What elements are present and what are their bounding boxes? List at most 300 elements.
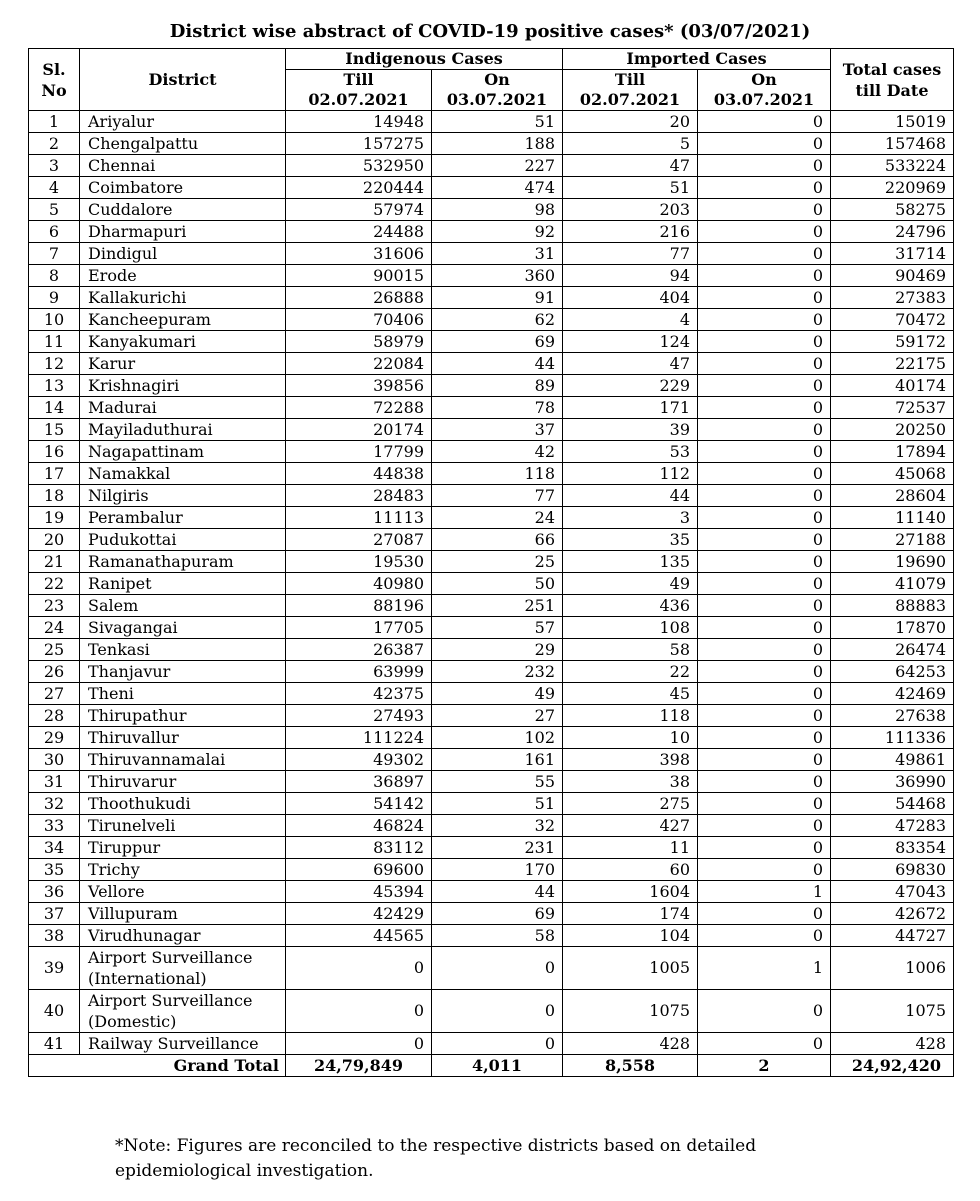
- table-row: [29, 705, 954, 727]
- row-sl: 21: [29, 551, 80, 573]
- row-indigenous-till: 70406: [286, 309, 432, 331]
- table-row: [29, 683, 954, 705]
- row-imported-on: 0: [698, 990, 831, 1033]
- row-indigenous-till: 26888: [286, 287, 432, 309]
- table-row: [29, 507, 954, 529]
- row-district: Chennai: [80, 155, 286, 177]
- row-indigenous-till: 11113: [286, 507, 432, 529]
- row-imported-till: 35: [563, 529, 698, 551]
- row-total: 72537: [831, 397, 954, 419]
- row-indigenous-on: 37: [432, 419, 563, 441]
- row-imported-on: 0: [698, 397, 831, 419]
- table-row: [29, 177, 954, 199]
- table-row: [29, 551, 954, 573]
- row-imported-till: 22: [563, 661, 698, 683]
- row-indigenous-till: 220444: [286, 177, 432, 199]
- row-indigenous-on: 32: [432, 815, 563, 837]
- row-imported-on: 1: [698, 881, 831, 903]
- row-sl: 26: [29, 661, 80, 683]
- row-indigenous-on: 50: [432, 573, 563, 595]
- header-ind-till-date: 02.07.2021: [286, 90, 432, 111]
- row-district: Sivagangai: [80, 617, 286, 639]
- row-district: Chengalpattu: [80, 133, 286, 155]
- row-imported-on: 0: [698, 925, 831, 947]
- row-imported-on: 0: [698, 815, 831, 837]
- table-row: [29, 793, 954, 815]
- row-total: 17870: [831, 617, 954, 639]
- row-imported-on: 0: [698, 463, 831, 485]
- row-indigenous-on: 55: [432, 771, 563, 793]
- row-indigenous-on: 92: [432, 221, 563, 243]
- row-sl: 36: [29, 881, 80, 903]
- row-indigenous-till: 58979: [286, 331, 432, 353]
- row-total: 44727: [831, 925, 954, 947]
- row-indigenous-on: 44: [432, 881, 563, 903]
- row-total: 20250: [831, 419, 954, 441]
- row-district: Coimbatore: [80, 177, 286, 199]
- grand-total-ind-till: 24,79,849: [286, 1055, 432, 1077]
- row-district: Thanjavur: [80, 661, 286, 683]
- row-total: 42672: [831, 903, 954, 925]
- row-sl: 4: [29, 177, 80, 199]
- row-indigenous-till: 90015: [286, 265, 432, 287]
- row-imported-till: 53: [563, 441, 698, 463]
- row-indigenous-till: 36897: [286, 771, 432, 793]
- row-indigenous-on: 360: [432, 265, 563, 287]
- row-district: Thiruvarur: [80, 771, 286, 793]
- row-sl: 25: [29, 639, 80, 661]
- row-imported-on: 0: [698, 595, 831, 617]
- row-sl: 17: [29, 463, 80, 485]
- row-indigenous-till: 39856: [286, 375, 432, 397]
- row-total: 88883: [831, 595, 954, 617]
- row-sl: 34: [29, 837, 80, 859]
- row-sl: 27: [29, 683, 80, 705]
- row-sl: 40: [29, 990, 80, 1033]
- table-row: [29, 573, 954, 595]
- row-district: Kallakurichi: [80, 287, 286, 309]
- row-district: Cuddalore: [80, 199, 286, 221]
- row-sl: 14: [29, 397, 80, 419]
- header-imp-till: Till: [563, 70, 698, 91]
- row-total: 428: [831, 1033, 954, 1055]
- row-indigenous-on: 474: [432, 177, 563, 199]
- row-indigenous-till: 44565: [286, 925, 432, 947]
- row-imported-till: 104: [563, 925, 698, 947]
- row-district: Perambalur: [80, 507, 286, 529]
- row-imported-on: 0: [698, 375, 831, 397]
- row-sl: 19: [29, 507, 80, 529]
- header-ind-on: On: [432, 70, 563, 91]
- row-district: Salem: [80, 595, 286, 617]
- row-indigenous-on: 24: [432, 507, 563, 529]
- row-total: 220969: [831, 177, 954, 199]
- table-row: [29, 815, 954, 837]
- row-sl: 9: [29, 287, 80, 309]
- table-row: [29, 397, 954, 419]
- row-indigenous-on: 231: [432, 837, 563, 859]
- row-total: 42469: [831, 683, 954, 705]
- row-indigenous-till: 42375: [286, 683, 432, 705]
- row-indigenous-till: 88196: [286, 595, 432, 617]
- table-row: [29, 990, 954, 1033]
- row-imported-on: 0: [698, 793, 831, 815]
- table-row: [29, 903, 954, 925]
- row-imported-till: 49: [563, 573, 698, 595]
- table-row: [29, 221, 954, 243]
- row-total: 70472: [831, 309, 954, 331]
- row-indigenous-till: 40980: [286, 573, 432, 595]
- row-indigenous-on: 170: [432, 859, 563, 881]
- row-district: Theni: [80, 683, 286, 705]
- row-district: Nagapattinam: [80, 441, 286, 463]
- table-row: [29, 287, 954, 309]
- row-indigenous-on: 78: [432, 397, 563, 419]
- row-imported-on: 0: [698, 639, 831, 661]
- row-total: 45068: [831, 463, 954, 485]
- row-total: 31714: [831, 243, 954, 265]
- row-indigenous-on: 89: [432, 375, 563, 397]
- row-sl: 10: [29, 309, 80, 331]
- row-district: Thoothukudi: [80, 793, 286, 815]
- row-district: Erode: [80, 265, 286, 287]
- row-sl: 29: [29, 727, 80, 749]
- row-indigenous-on: 77: [432, 485, 563, 507]
- row-total: 54468: [831, 793, 954, 815]
- row-imported-till: 1604: [563, 881, 698, 903]
- row-district: Kancheepuram: [80, 309, 286, 331]
- row-total: 41079: [831, 573, 954, 595]
- header-imp-till-date: 02.07.2021: [563, 90, 698, 111]
- row-imported-till: 275: [563, 793, 698, 815]
- row-indigenous-till: 24488: [286, 221, 432, 243]
- grand-total-ind-on: 4,011: [432, 1055, 563, 1077]
- row-total: 64253: [831, 661, 954, 683]
- row-imported-on: 0: [698, 111, 831, 133]
- row-imported-till: 171: [563, 397, 698, 419]
- row-sl: 23: [29, 595, 80, 617]
- row-sl: 15: [29, 419, 80, 441]
- row-indigenous-on: 29: [432, 639, 563, 661]
- row-imported-on: 0: [698, 617, 831, 639]
- grand-total-imp-till: 8,558: [563, 1055, 698, 1077]
- row-indigenous-till: 63999: [286, 661, 432, 683]
- row-imported-till: 216: [563, 221, 698, 243]
- table-row: [29, 925, 954, 947]
- row-imported-on: 0: [698, 485, 831, 507]
- row-imported-till: 5: [563, 133, 698, 155]
- row-indigenous-till: 45394: [286, 881, 432, 903]
- row-district: Ariyalur: [80, 111, 286, 133]
- table-row: [29, 111, 954, 133]
- row-indigenous-on: 118: [432, 463, 563, 485]
- row-imported-till: 135: [563, 551, 698, 573]
- header-ind-till: Till: [286, 70, 432, 91]
- row-indigenous-till: 0: [286, 990, 432, 1033]
- table-row: [29, 309, 954, 331]
- cases-table: [28, 48, 954, 1077]
- row-indigenous-on: 27: [432, 705, 563, 727]
- grand-total-row: [29, 1055, 954, 1077]
- row-total: 111336: [831, 727, 954, 749]
- row-indigenous-on: 66: [432, 529, 563, 551]
- row-indigenous-till: 42429: [286, 903, 432, 925]
- row-imported-till: 38: [563, 771, 698, 793]
- row-district: Kanyakumari: [80, 331, 286, 353]
- row-imported-on: 0: [698, 353, 831, 375]
- row-imported-till: 39: [563, 419, 698, 441]
- table-row: [29, 881, 954, 903]
- row-total: 15019: [831, 111, 954, 133]
- table-row: [29, 771, 954, 793]
- row-district: Pudukottai: [80, 529, 286, 551]
- table-row: [29, 947, 954, 990]
- row-sl: 20: [29, 529, 80, 551]
- row-imported-on: 0: [698, 705, 831, 727]
- row-district: Thiruvannamalai: [80, 749, 286, 771]
- row-imported-till: 58: [563, 639, 698, 661]
- row-total: 533224: [831, 155, 954, 177]
- row-imported-till: 229: [563, 375, 698, 397]
- row-indigenous-on: 51: [432, 793, 563, 815]
- row-district: Krishnagiri: [80, 375, 286, 397]
- table-row: [29, 749, 954, 771]
- row-district: Ramanathapuram: [80, 551, 286, 573]
- row-indigenous-on: 57: [432, 617, 563, 639]
- row-imported-till: 45: [563, 683, 698, 705]
- row-total: 69830: [831, 859, 954, 881]
- row-imported-till: 428: [563, 1033, 698, 1055]
- row-imported-on: 0: [698, 309, 831, 331]
- row-indigenous-on: 0: [432, 1033, 563, 1055]
- table-row: [29, 419, 954, 441]
- row-indigenous-on: 42: [432, 441, 563, 463]
- row-imported-on: 0: [698, 661, 831, 683]
- row-imported-on: 0: [698, 529, 831, 551]
- row-indigenous-on: 58: [432, 925, 563, 947]
- row-sl: 24: [29, 617, 80, 639]
- row-district: Airport Surveillance (International): [80, 947, 286, 990]
- row-imported-on: 0: [698, 265, 831, 287]
- row-sl: 41: [29, 1033, 80, 1055]
- header-ind-on-date: 03.07.2021: [432, 90, 563, 111]
- row-imported-on: 0: [698, 859, 831, 881]
- row-indigenous-till: 19530: [286, 551, 432, 573]
- row-sl: 32: [29, 793, 80, 815]
- row-imported-on: 0: [698, 155, 831, 177]
- header-imp-on-date: 03.07.2021: [698, 90, 831, 111]
- row-imported-on: 0: [698, 221, 831, 243]
- table-row: [29, 463, 954, 485]
- row-sl: 2: [29, 133, 80, 155]
- row-imported-till: 3: [563, 507, 698, 529]
- table-row: [29, 353, 954, 375]
- table-body: [29, 111, 954, 1055]
- row-imported-on: 0: [698, 727, 831, 749]
- row-district: Nilgiris: [80, 485, 286, 507]
- row-imported-till: 44: [563, 485, 698, 507]
- row-imported-on: 0: [698, 133, 831, 155]
- row-imported-on: 0: [698, 199, 831, 221]
- table-row: [29, 243, 954, 265]
- row-indigenous-till: 27493: [286, 705, 432, 727]
- row-imported-till: 203: [563, 199, 698, 221]
- row-sl: 12: [29, 353, 80, 375]
- row-indigenous-till: 72288: [286, 397, 432, 419]
- row-indigenous-on: 25: [432, 551, 563, 573]
- row-indigenous-till: 49302: [286, 749, 432, 771]
- row-total: 11140: [831, 507, 954, 529]
- row-indigenous-till: 69600: [286, 859, 432, 881]
- row-district: Tenkasi: [80, 639, 286, 661]
- row-imported-on: 1: [698, 947, 831, 990]
- row-imported-on: 0: [698, 419, 831, 441]
- row-indigenous-on: 227: [432, 155, 563, 177]
- row-imported-till: 47: [563, 155, 698, 177]
- row-imported-till: 1005: [563, 947, 698, 990]
- row-indigenous-on: 0: [432, 947, 563, 990]
- row-sl: 1: [29, 111, 80, 133]
- grand-total-imp-on: 2: [698, 1055, 831, 1077]
- row-imported-till: 11: [563, 837, 698, 859]
- row-indigenous-till: 20174: [286, 419, 432, 441]
- row-indigenous-till: 17705: [286, 617, 432, 639]
- table-row: [29, 441, 954, 463]
- header-imported: Imported Cases: [563, 49, 831, 70]
- row-total: 24796: [831, 221, 954, 243]
- row-imported-on: 0: [698, 903, 831, 925]
- row-sl: 6: [29, 221, 80, 243]
- header-imp-on: On: [698, 70, 831, 91]
- row-imported-on: 0: [698, 683, 831, 705]
- row-imported-till: 124: [563, 331, 698, 353]
- row-indigenous-on: 98: [432, 199, 563, 221]
- row-imported-till: 427: [563, 815, 698, 837]
- table-row: [29, 331, 954, 353]
- row-imported-on: 0: [698, 441, 831, 463]
- row-sl: 16: [29, 441, 80, 463]
- header-district: District: [80, 49, 286, 111]
- row-indigenous-till: 0: [286, 947, 432, 990]
- row-indigenous-on: 102: [432, 727, 563, 749]
- footnote: *Note: Figures are reconciled to the respective districts based on detailed epidemiological investigation.: [115, 1136, 757, 1181]
- row-sl: 38: [29, 925, 80, 947]
- grand-total-total: 24,92,420: [831, 1055, 954, 1077]
- header-total: Total cases till Date: [831, 49, 954, 111]
- row-total: 40174: [831, 375, 954, 397]
- row-total: 58275: [831, 199, 954, 221]
- row-total: 49861: [831, 749, 954, 771]
- row-indigenous-on: 251: [432, 595, 563, 617]
- row-district: Thirupathur: [80, 705, 286, 727]
- row-imported-on: 0: [698, 177, 831, 199]
- row-indigenous-on: 91: [432, 287, 563, 309]
- row-district: Airport Surveillance (Domestic): [80, 990, 286, 1033]
- row-total: 90469: [831, 265, 954, 287]
- row-district: Tirunelveli: [80, 815, 286, 837]
- row-district: Tiruppur: [80, 837, 286, 859]
- row-district: Madurai: [80, 397, 286, 419]
- row-indigenous-till: 27087: [286, 529, 432, 551]
- row-imported-till: 51: [563, 177, 698, 199]
- row-imported-till: 1075: [563, 990, 698, 1033]
- grand-total-label: Grand Total: [29, 1055, 286, 1077]
- row-indigenous-on: 31: [432, 243, 563, 265]
- row-district: Thiruvallur: [80, 727, 286, 749]
- row-total: 47043: [831, 881, 954, 903]
- row-indigenous-till: 157275: [286, 133, 432, 155]
- row-district: Vellore: [80, 881, 286, 903]
- table-row: [29, 1033, 954, 1055]
- table-row: [29, 859, 954, 881]
- row-indigenous-till: 17799: [286, 441, 432, 463]
- table-row: [29, 155, 954, 177]
- row-indigenous-on: 62: [432, 309, 563, 331]
- row-imported-till: 4: [563, 309, 698, 331]
- row-sl: 11: [29, 331, 80, 353]
- row-imported-till: 20: [563, 111, 698, 133]
- row-indigenous-on: 51: [432, 111, 563, 133]
- row-imported-till: 398: [563, 749, 698, 771]
- row-imported-on: 0: [698, 331, 831, 353]
- row-district: Villupuram: [80, 903, 286, 925]
- row-indigenous-on: 44: [432, 353, 563, 375]
- row-imported-till: 436: [563, 595, 698, 617]
- row-indigenous-till: 57974: [286, 199, 432, 221]
- row-indigenous-till: 54142: [286, 793, 432, 815]
- row-indigenous-till: 28483: [286, 485, 432, 507]
- row-district: Karur: [80, 353, 286, 375]
- row-total: 36990: [831, 771, 954, 793]
- row-sl: 31: [29, 771, 80, 793]
- row-indigenous-on: 188: [432, 133, 563, 155]
- table-row: [29, 265, 954, 287]
- row-imported-on: 0: [698, 243, 831, 265]
- row-total: 1075: [831, 990, 954, 1033]
- row-total: 157468: [831, 133, 954, 155]
- row-total: 22175: [831, 353, 954, 375]
- row-sl: 30: [29, 749, 80, 771]
- table-row: [29, 199, 954, 221]
- row-district: Railway Surveillance: [80, 1033, 286, 1055]
- row-imported-till: 404: [563, 287, 698, 309]
- row-total: 27638: [831, 705, 954, 727]
- table-row: [29, 133, 954, 155]
- document-title: District wise abstract of COVID-19 positive cases* (03/07/2021): [169, 21, 811, 42]
- row-indigenous-till: 44838: [286, 463, 432, 485]
- row-imported-on: 0: [698, 551, 831, 573]
- row-total: 47283: [831, 815, 954, 837]
- row-indigenous-till: 83112: [286, 837, 432, 859]
- row-imported-till: 77: [563, 243, 698, 265]
- row-indigenous-till: 31606: [286, 243, 432, 265]
- row-sl: 33: [29, 815, 80, 837]
- row-imported-on: 0: [698, 749, 831, 771]
- row-district: Mayiladuthurai: [80, 419, 286, 441]
- row-district: Namakkal: [80, 463, 286, 485]
- table-row: [29, 485, 954, 507]
- row-district: Dharmapuri: [80, 221, 286, 243]
- row-imported-till: 108: [563, 617, 698, 639]
- row-imported-till: 94: [563, 265, 698, 287]
- table-row: [29, 661, 954, 683]
- row-sl: 22: [29, 573, 80, 595]
- row-indigenous-till: 22084: [286, 353, 432, 375]
- table-row: [29, 617, 954, 639]
- row-indigenous-till: 111224: [286, 727, 432, 749]
- row-indigenous-till: 26387: [286, 639, 432, 661]
- header-sl: Sl. No: [29, 49, 80, 111]
